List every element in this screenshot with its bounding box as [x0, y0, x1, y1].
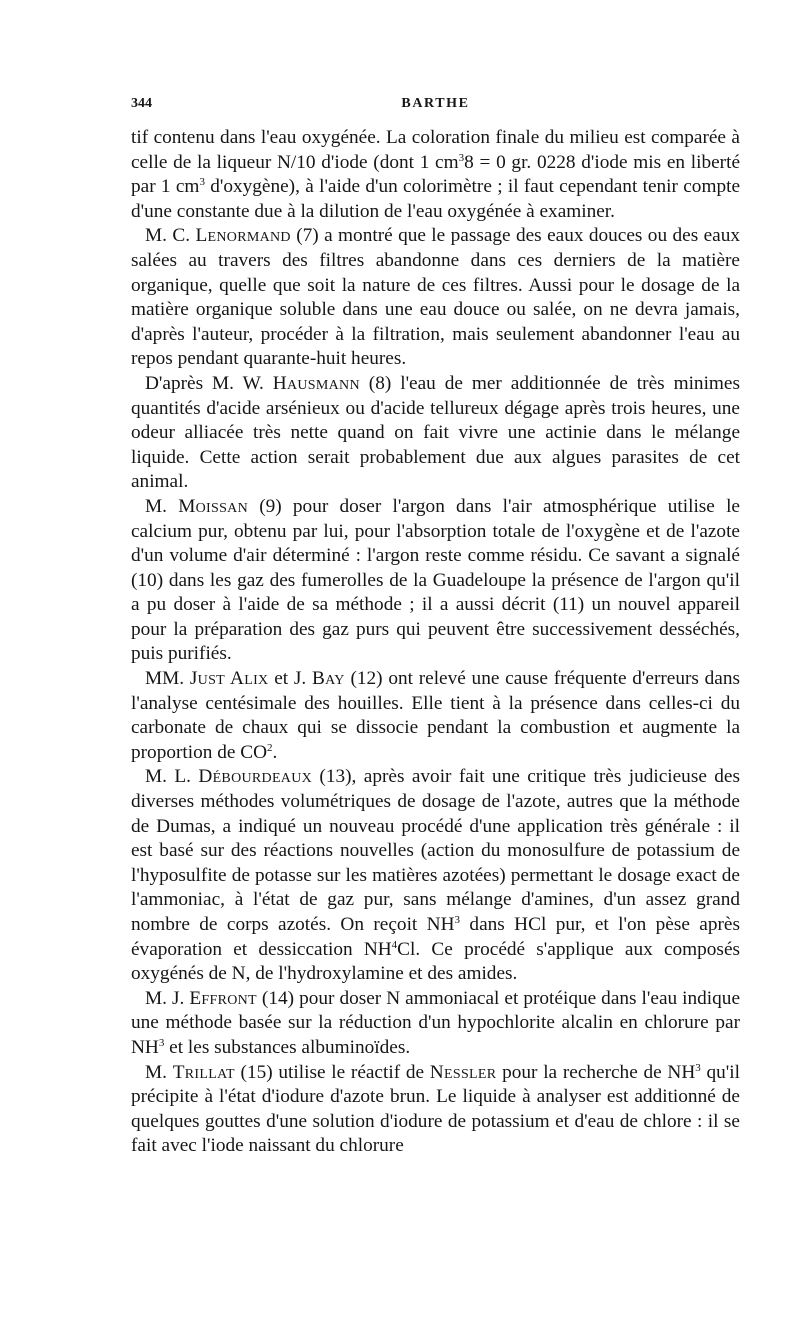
paragraph-6: M. L. Débourdeaux (13), après avoir fait une critique très judicieuse des diverses méthodes volumétriques de dosage de l'azote, autres que la méthode de Dumas, a indiqué un nouveau procédé d'une application très générale : il est basé sur des réactions nouvelles (action du monosulfure de potassium de l'hyposulfite de potasse sur les matières azotées) permettant le dosage exact de l'ammoniac, à l'état de gaz pur, sans mélange d'amines, d'un assez grand nombre de corps azotés. On reçoit $NH^3$ dans HCl pur, et l'on pèse après évaporation et dessiccation $NH^4Cl$. Ce procédé s'applique aux composés oxygénés de N, de l'hydroxylamine et des amides. — [131, 766, 740, 985]
author-name: Trillat — [172, 1061, 235, 1083]
page-number: 344 — [131, 96, 152, 111]
paragraph-7: M. J. Effront (14) pour doser N ammoniacal et protéique dans l'eau indique une méthode basée sur la réduction d'un hypochlorite alcalin en chlorure par $NH^3$ et les substances albuminoïdes. — [131, 987, 740, 1058]
paragraph-8: M. Trillat (15) utilise le réactif de Nessler pour la recherche de $NH^3$ qu'il précipite à l'état d'iodure d'azote brun. Le liquide à analyser est additionné de quelques gouttes d'une solution d'iodure de potassium et d'eau de chlore : il se fait avec l'iode naissant du chlorure — [131, 1061, 740, 1157]
author-name: Hausmann — [272, 372, 360, 394]
running-title: BARTHE — [401, 96, 470, 111]
author-name: Nessler — [429, 1061, 497, 1083]
paragraph-4: M. Moissan (9) pour doser l'argon dans l'air atmosphérique utilise le calcium pur, obtenu par lui, pour l'absorption totale de l'oxygène et de l'azote d'un volume d'air déterminé : l'argon reste comme résidu. Ce savant a signalé (10) dans les gaz des fumerolles de la Guadeloupe la présence de l'argon qu'il a pu doser à l'aide de sa méthode ; il a aussi décrit (11) un nouvel appareil pour la préparation des gaz purs qui peuvent être successivement desséchés, puis purifiés. — [131, 495, 740, 665]
paragraph-3: D'après M. W. Hausmann (8) l'eau de mer additionnée de très minimes quantités d'acide arsénieux ou d'acide tellureux dégage après trois heures, une odeur alliacée très nette quand on fait vivre une actinie dans le mélange liquide. Cette action serait probablement due aux algues parasites de cet animal. — [131, 372, 740, 493]
author-name: Just Alix — [189, 668, 269, 690]
paragraph-5: MM. Just Alix et J. Bay (12) ont relevé une cause fréquente d'erreurs dans l'analyse centésimale des houilles. Elle tient à la présence dans celles-ci du carbonate de chaux qui se dissocie pendant la combustion et augmente la proportion de $CO^2$. — [131, 668, 741, 763]
author-name: Lenormand — [195, 225, 291, 247]
author-name: Effront — [189, 987, 257, 1009]
paragraph-2: M. C. Lenormand (7) a montré que le passage des eaux douces ou des eaux salées au travers des filtres abandonne dans ces derniers de la matière organique, quelle que soit la nature de ces filtres. Aussi pour le dosage de la matière organique soluble dans une eau douce ou salée, on ne devra jamais, d'après l'auteur, procéder à la filtration, mais seulement abandonner l'eau au repos pendant quarante-huit heures. — [131, 225, 740, 370]
book-page — [131, 96, 740, 1159]
author-name: Débourdeaux — [198, 766, 313, 788]
paragraph-1: tif contenu dans l'eau oxygénée. La coloration finale du milieu est comparée à celle de la liqueur N/10 d'iode (dont 1 $cm^38 = 0$ gr. 0228 d'iode mis en liberté par 1 $cm^3$ d'oxygène), à l'aide d'un colorimètre ; il faut cependant tenir compte d'une constante due à la dilution de l'eau oxygénée à examiner. — [131, 127, 741, 222]
running-head — [131, 96, 740, 118]
author-name: Moissan — [178, 495, 248, 517]
body-text — [131, 126, 740, 1159]
author-name: Bay — [311, 668, 345, 690]
